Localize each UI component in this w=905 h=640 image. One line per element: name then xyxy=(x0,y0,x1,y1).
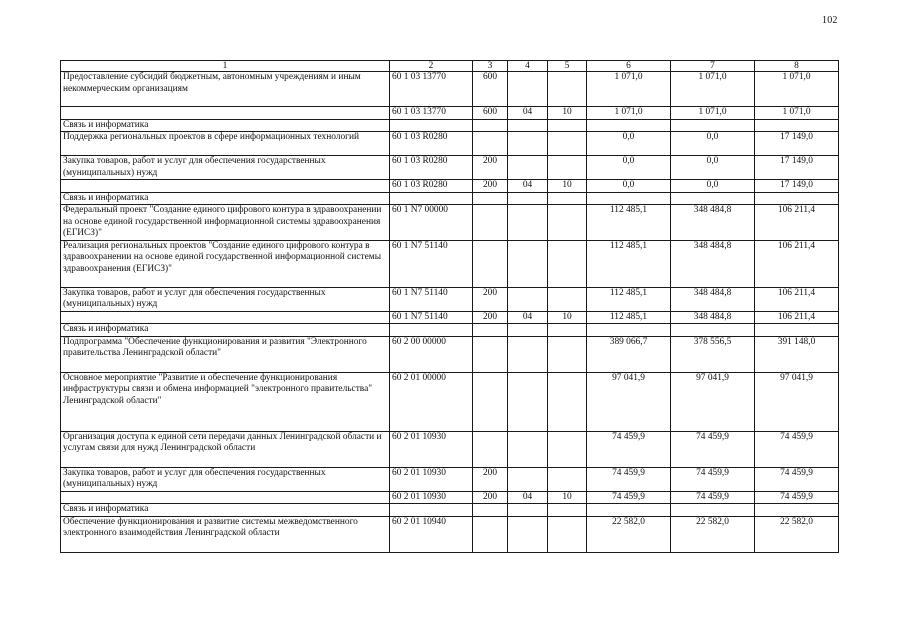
subsection-cell xyxy=(548,516,587,552)
subsection-cell: 10 xyxy=(548,180,587,193)
table-row xyxy=(61,205,839,241)
amount-year3-cell: 1 071,0 xyxy=(755,107,839,120)
target-code-cell: 60 1 03 13770 xyxy=(390,107,473,120)
target-code-cell: 60 1 N7 51140 xyxy=(390,311,473,324)
target-code-cell xyxy=(390,504,473,517)
target-code-cell: 60 2 00 00000 xyxy=(390,336,473,372)
table-row xyxy=(61,516,839,552)
table-row xyxy=(61,287,839,311)
amount-year1-cell: 112 485,1 xyxy=(587,205,671,241)
expense-type-cell: 200 xyxy=(473,491,508,504)
amount-year1-cell: 0,0 xyxy=(587,156,671,180)
section-cell xyxy=(508,431,548,467)
subsection-cell xyxy=(548,72,587,107)
section-cell xyxy=(508,192,548,205)
table-row xyxy=(61,311,839,324)
expense-type-cell: 200 xyxy=(473,311,508,324)
target-code-cell: 60 1 N7 00000 xyxy=(390,205,473,241)
amount-year2-cell: 74 459,9 xyxy=(671,431,755,467)
amount-year2-cell: 1 071,0 xyxy=(671,107,755,120)
target-code-cell xyxy=(390,324,473,337)
amount-year2-cell: 74 459,9 xyxy=(671,491,755,504)
subsection-cell xyxy=(548,119,587,132)
table-row xyxy=(61,72,839,107)
amount-year1-cell: 1 071,0 xyxy=(587,107,671,120)
row-name-cell xyxy=(61,107,390,120)
section-cell xyxy=(508,336,548,372)
amount-year3-cell: 17 149,0 xyxy=(755,132,839,156)
page-number: 102 xyxy=(822,15,838,26)
table-row xyxy=(61,372,839,431)
amount-year3-cell: 74 459,9 xyxy=(755,467,839,491)
expense-type-cell xyxy=(473,431,508,467)
amount-year2-cell xyxy=(671,504,755,517)
expense-type-cell xyxy=(473,336,508,372)
amount-year2-cell xyxy=(671,324,755,337)
target-code-cell: 60 2 01 10930 xyxy=(390,491,473,504)
row-name-cell: Подпрограмма "Обеспечение функционирования и развития "Электронного правительства Ленинградской области" xyxy=(61,336,390,372)
column-header: 8 xyxy=(755,61,839,72)
amount-year2-cell: 97 041,9 xyxy=(671,372,755,431)
subsection-cell xyxy=(548,431,587,467)
section-cell xyxy=(508,132,548,156)
subsection-cell xyxy=(548,336,587,372)
expense-type-cell: 200 xyxy=(473,156,508,180)
expense-type-cell: 200 xyxy=(473,180,508,193)
row-name-cell: Связь и информатика xyxy=(61,192,390,205)
amount-year2-cell: 1 071,0 xyxy=(671,72,755,107)
table-row xyxy=(61,491,839,504)
amount-year1-cell: 1 071,0 xyxy=(587,72,671,107)
row-name-cell: Закупка товаров, работ и услуг для обеспечения государственных (муниципальных) нужд xyxy=(61,156,390,180)
amount-year3-cell: 74 459,9 xyxy=(755,431,839,467)
target-code-cell: 60 2 01 10940 xyxy=(390,516,473,552)
target-code-cell: 60 2 01 10930 xyxy=(390,431,473,467)
row-name-cell: Связь и информатика xyxy=(61,119,390,132)
amount-year2-cell: 22 582,0 xyxy=(671,516,755,552)
section-cell xyxy=(508,516,548,552)
row-name-cell: Связь и информатика xyxy=(61,504,390,517)
amount-year1-cell: 97 041,9 xyxy=(587,372,671,431)
table-row xyxy=(61,180,839,193)
row-name-cell: Закупка товаров, работ и услуг для обеспечения государственных (муниципальных) нужд xyxy=(61,287,390,311)
target-code-cell: 60 1 03 R0280 xyxy=(390,180,473,193)
expense-type-cell xyxy=(473,205,508,241)
subsection-cell xyxy=(548,156,587,180)
amount-year2-cell: 348 484,8 xyxy=(671,205,755,241)
section-cell xyxy=(508,119,548,132)
table-row xyxy=(61,504,839,517)
amount-year3-cell: 17 149,0 xyxy=(755,156,839,180)
section-cell: 04 xyxy=(508,491,548,504)
target-code-cell: 60 1 03 R0280 xyxy=(390,156,473,180)
table-row xyxy=(61,467,839,491)
amount-year1-cell xyxy=(587,324,671,337)
amount-year1-cell: 112 485,1 xyxy=(587,311,671,324)
target-code-cell: 60 1 03 R0280 xyxy=(390,132,473,156)
section-cell xyxy=(508,467,548,491)
table-row xyxy=(61,336,839,372)
row-name-cell: Федеральный проект "Создание единого цифрового контура в здравоохранении на основе единой государственной информационной системы здравоохранения (ЕГИСЗ)" xyxy=(61,205,390,241)
row-name-cell: Поддержка региональных проектов в сфере информационных технологий xyxy=(61,132,390,156)
subsection-cell xyxy=(548,467,587,491)
subsection-cell: 10 xyxy=(548,491,587,504)
section-cell xyxy=(508,504,548,517)
section-cell xyxy=(508,372,548,431)
row-name-cell: Связь и информатика xyxy=(61,324,390,337)
amount-year3-cell: 97 041,9 xyxy=(755,372,839,431)
subsection-cell xyxy=(548,287,587,311)
table-row xyxy=(61,431,839,467)
amount-year2-cell: 348 484,8 xyxy=(671,240,755,287)
target-code-cell: 60 1 N7 51140 xyxy=(390,240,473,287)
subsection-cell xyxy=(548,324,587,337)
amount-year2-cell: 348 484,8 xyxy=(671,311,755,324)
row-name-cell: Предоставление субсидий бюджетным, автономным учреждениям и иным некоммерческим организациям xyxy=(61,72,390,107)
amount-year1-cell: 112 485,1 xyxy=(587,287,671,311)
amount-year2-cell: 378 556,5 xyxy=(671,336,755,372)
expense-type-cell xyxy=(473,119,508,132)
amount-year1-cell xyxy=(587,504,671,517)
subsection-cell xyxy=(548,205,587,241)
amount-year1-cell: 74 459,9 xyxy=(587,467,671,491)
column-header: 5 xyxy=(548,61,587,72)
row-name-cell: Основное мероприятие "Развитие и обеспечение функционирования инфраструктуры связи и обмена информацией "электронного правительства" Ленинградской области" xyxy=(61,372,390,431)
amount-year3-cell: 391 148,0 xyxy=(755,336,839,372)
expense-type-cell xyxy=(473,372,508,431)
row-name-cell: Закупка товаров, работ и услуг для обеспечения государственных (муниципальных) нужд xyxy=(61,467,390,491)
row-name-cell xyxy=(61,311,390,324)
amount-year1-cell: 389 066,7 xyxy=(587,336,671,372)
amount-year1-cell xyxy=(587,119,671,132)
row-name-cell: Организация доступа к единой сети передачи данных Ленинградской области и услугам связи для нужд Ленинградской области xyxy=(61,431,390,467)
amount-year1-cell: 0,0 xyxy=(587,180,671,193)
row-name-cell: Реализация региональных проектов "Создание единого цифрового контура в здравоохранении на основе единой государственной информационной системы здравоохранения (ЕГИСЗ)" xyxy=(61,240,390,287)
section-cell xyxy=(508,156,548,180)
amount-year3-cell: 1 071,0 xyxy=(755,72,839,107)
amount-year3-cell xyxy=(755,324,839,337)
column-header: 6 xyxy=(587,61,671,72)
section-cell: 04 xyxy=(508,180,548,193)
target-code-cell: 60 1 03 13770 xyxy=(390,72,473,107)
row-name-cell xyxy=(61,491,390,504)
amount-year1-cell: 112 485,1 xyxy=(587,240,671,287)
section-cell xyxy=(508,240,548,287)
table-row xyxy=(61,324,839,337)
subsection-cell: 10 xyxy=(548,311,587,324)
section-cell xyxy=(508,287,548,311)
column-header: 3 xyxy=(473,61,508,72)
expense-type-cell: 200 xyxy=(473,287,508,311)
amount-year3-cell: 74 459,9 xyxy=(755,491,839,504)
amount-year2-cell: 74 459,9 xyxy=(671,467,755,491)
amount-year2-cell: 348 484,8 xyxy=(671,287,755,311)
amount-year3-cell: 106 211,4 xyxy=(755,287,839,311)
table-row xyxy=(61,240,839,287)
subsection-cell: 10 xyxy=(548,107,587,120)
amount-year3-cell: 22 582,0 xyxy=(755,516,839,552)
subsection-cell xyxy=(548,132,587,156)
amount-year1-cell xyxy=(587,192,671,205)
expense-type-cell xyxy=(473,504,508,517)
expense-type-cell xyxy=(473,240,508,287)
budget-table xyxy=(60,60,839,553)
section-cell xyxy=(508,205,548,241)
section-cell: 04 xyxy=(508,311,548,324)
target-code-cell: 60 1 N7 51140 xyxy=(390,287,473,311)
amount-year1-cell: 74 459,9 xyxy=(587,491,671,504)
expense-type-cell xyxy=(473,324,508,337)
amount-year3-cell: 106 211,4 xyxy=(755,311,839,324)
amount-year1-cell: 22 582,0 xyxy=(587,516,671,552)
expense-type-cell: 200 xyxy=(473,467,508,491)
amount-year2-cell: 0,0 xyxy=(671,180,755,193)
section-cell: 04 xyxy=(508,107,548,120)
amount-year3-cell: 106 211,4 xyxy=(755,240,839,287)
subsection-cell xyxy=(548,192,587,205)
subsection-cell xyxy=(548,372,587,431)
amount-year1-cell: 0,0 xyxy=(587,132,671,156)
amount-year3-cell xyxy=(755,192,839,205)
expense-type-cell: 600 xyxy=(473,72,508,107)
subsection-cell xyxy=(548,240,587,287)
table-row xyxy=(61,119,839,132)
amount-year2-cell xyxy=(671,192,755,205)
amount-year1-cell: 74 459,9 xyxy=(587,431,671,467)
row-name-cell xyxy=(61,180,390,193)
amount-year2-cell: 0,0 xyxy=(671,132,755,156)
subsection-cell xyxy=(548,504,587,517)
table-row xyxy=(61,156,839,180)
column-header: 2 xyxy=(390,61,473,72)
section-cell xyxy=(508,72,548,107)
table-row xyxy=(61,192,839,205)
amount-year3-cell xyxy=(755,504,839,517)
expense-type-cell xyxy=(473,516,508,552)
amount-year2-cell xyxy=(671,119,755,132)
target-code-cell xyxy=(390,192,473,205)
amount-year3-cell: 17 149,0 xyxy=(755,180,839,193)
amount-year2-cell: 0,0 xyxy=(671,156,755,180)
target-code-cell: 60 2 01 10930 xyxy=(390,467,473,491)
amount-year3-cell: 106 211,4 xyxy=(755,205,839,241)
column-header: 1 xyxy=(61,61,390,72)
table-header-row xyxy=(61,61,839,72)
table-row xyxy=(61,107,839,120)
target-code-cell: 60 2 01 00000 xyxy=(390,372,473,431)
section-cell xyxy=(508,324,548,337)
row-name-cell: Обеспечение функционирования и развитие системы межведомственного электронного взаимодействия Ленинградской области xyxy=(61,516,390,552)
column-header: 7 xyxy=(671,61,755,72)
amount-year3-cell xyxy=(755,119,839,132)
expense-type-cell xyxy=(473,192,508,205)
expense-type-cell xyxy=(473,132,508,156)
table-row xyxy=(61,132,839,156)
target-code-cell xyxy=(390,119,473,132)
column-header: 4 xyxy=(508,61,548,72)
expense-type-cell: 600 xyxy=(473,107,508,120)
